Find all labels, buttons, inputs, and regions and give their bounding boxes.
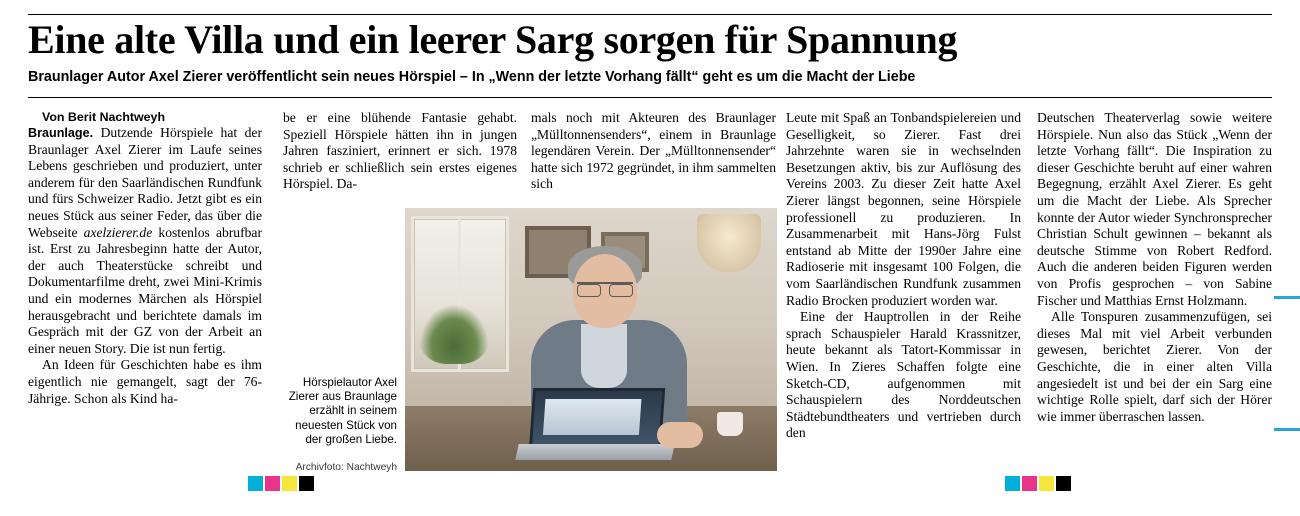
paragraph: mals noch mit Akteuren des Braunlager „Mülltonnensenders“, einem in Braunlage legendären Verein. Der „Mülltonnensender“ hatte sich 1972 gegründet, in ihm sammelten sich [531,110,776,192]
subheadline: Braunlager Autor Axel Zierer veröffentlicht sein neues Hörspiel – In „Wenn der letzte Vorhang fällt“ geht es um die Macht der Liebe [28,69,916,85]
photo-plant [419,304,489,364]
cmyk-swatch-black [299,476,314,491]
paragraph: Alle Tonspuren zusammenzufügen, sei dieses Mal mit viel Arbeit verbunden gewesen, berichtet Zierer. Von der Geschichte, die in einer alten Villa angesiedelt ist und bei der ein Sarg eine wichtige Rolle spielt, darf sich der Hörer wie immer überraschen lassen. [1037,309,1272,424]
paragraph: An Ideen für Geschichten habe es ihm eigentlich nie gemangelt, sagt der 76-Jährige. Schon als Kind ha- [28,357,262,406]
photo-lamp [697,214,761,272]
page-title: Eine alte Villa und ein leerer Sarg sorgen für Spannung [28,17,958,62]
photo-cup [717,412,743,436]
byline: Von Berit Nachtweyh [42,110,166,124]
cmyk-swatch-cyan [1005,476,1020,491]
paragraph: Leute mit Spaß an Tonbandspielereien und Geselligkeit, so Zierer. Fast drei Jahrzehnte waren sie in wechselnden Besetzungen aktiv, bis zur Auflösung des Vereins 2003. Zu dieser Zeit hatte Axel Zierer längst begonnen, seine Hörspiele professionell zu produzieren. In Zusammenarbeit mit Hans-Jörg Fulst entstand ab Mitte der 1990er Jahre eine Radioserie mit insgesamt 100 Folgen, die vom Saarländischen Rundfunk zusammen Radio Brocken produziert worden war. [786,110,1021,308]
paragraph: Braunlage. Dutzende Hörspiele hat der Braunlager Axel Zierer im Laufe seines Lebens geschrieben und produziert, unter anderem für den Saarländischen Rundfunk und fürs Schweizer Radio. Jetzt gibt es ein neues Stück aus seiner Feder, das über die Webseite axelzierer.de kostenlos abrufbar ist. Erst zu Jahresbeginn hatte der Autor, der auch Theaterstücke schreibt und Dokumentarfilme dreht, zwei Mini-Krimis und ein modernes Märchen als Hörspiel herausgebracht und berichtete damals im Gespräch mit der GZ von der Arbeit an einer neuen Story. Die ist nun fertig. [28,125,262,356]
portrait-photo [405,208,777,471]
website-mention: axelzierer.de [83,224,153,240]
photo-credit: Archivfoto: Nachtweyh [295,462,397,473]
article-column-1 [28,110,262,407]
photo-person-shirt [581,324,627,388]
cmyk-color-bar-right [1005,476,1071,491]
cmyk-swatch-cyan [248,476,263,491]
top-rule [28,14,1272,15]
registration-mark-lower [1274,428,1300,431]
cmyk-swatch-magenta [1022,476,1037,491]
photo-caption: Hörspielautor Axel Zierer aus Braunlage erzählt in seinem neuesten Stück von der großen Liebe. [288,376,397,446]
photo-laptop-base [515,444,674,460]
cmyk-swatch-black [1056,476,1071,491]
registration-mark-upper [1274,296,1300,299]
photo-laptop-screen [529,388,665,452]
dateline: Braunlage. [28,126,94,140]
article-column-5 [1037,110,1272,425]
cmyk-swatch-yellow [1039,476,1054,491]
cmyk-swatch-magenta [265,476,280,491]
article-column-3 [531,110,776,193]
article-column-2 [283,110,517,193]
paragraph: be er eine blühende Fantasie gehabt. Speziell Hörspiele hätten ihn in jungen Jahren fasziniert, erinnert er sich. 1978 schrieb er schließlich sein erstes eigenes Hörspiel. Da- [283,110,517,192]
article-column-4 [786,110,1021,442]
paragraph: Eine der Hauptrollen in der Reihe sprach Schauspieler Harald Krassnitzer, heute bekannt als Tatort-Kommissar in Wien. In Zieres Schaffen folgte eine Sketch-CD, aufgenommen mit Schauspielern des Norddeutschen Städtebundtheaters und vertrieben durch den [786,309,1021,441]
photo-block [405,208,777,471]
photo-person-hand [657,422,703,448]
photo-person-glasses [577,282,633,296]
paragraph: Deutschen Theaterverlag sowie weitere Hörspiele. Nun also das Stück „Wenn der letzte Vorhang fällt“. Die Inspiration zu dieser Geschichte beruht auf einer wahren Begegnung, erzählt Axel Zierer. Es geht um die Macht der Liebe. Als Sprecher konnte der Autor wieder Synchronsprecher Christian Schult gewinnen – bekannt als deutsche Stimme von Robert Redford. Auch die anderen beiden Figuren werden von Profis gesprochen – von Sabine Fischer und Matthias Ernst Holzmann. [1037,110,1272,308]
cmyk-swatch-yellow [282,476,297,491]
subheadline-rule [28,97,1272,98]
cmyk-color-bar-left [248,476,314,491]
